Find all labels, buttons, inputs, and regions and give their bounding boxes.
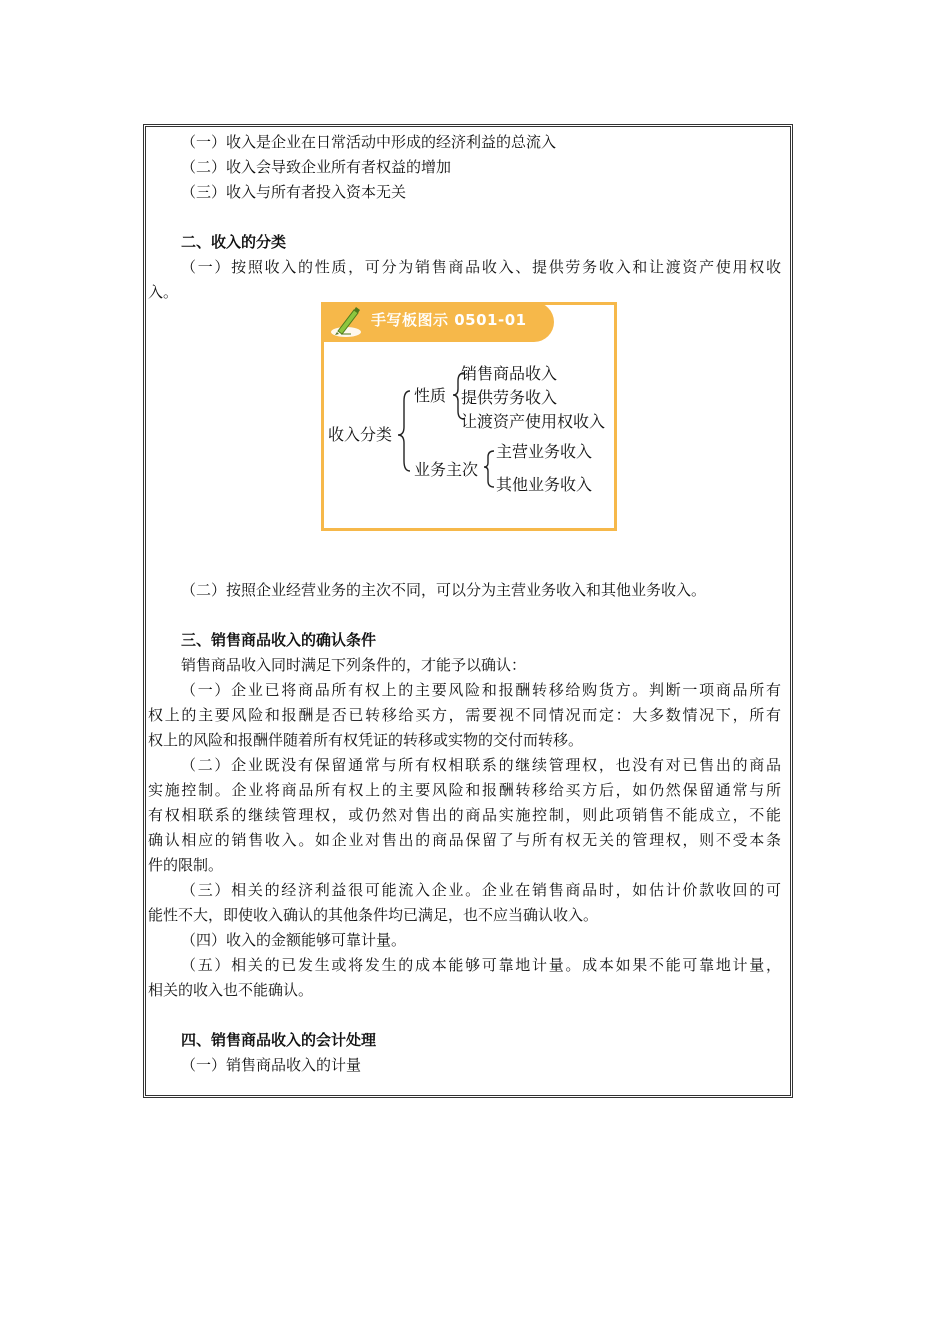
- paragraph: 有权相联系的继续管理权，或仍然对售出的商品实施控制，则此项销售不能成立，不能: [148, 806, 781, 824]
- diagram-root: 收入分类: [328, 425, 393, 444]
- diagram-branch: 性质: [414, 386, 447, 405]
- section-heading: 四、销售商品收入的会计处理: [181, 1031, 377, 1049]
- paragraph: 权上的风险和报酬伴随着所有权凭证的转移或实物的交付而转移。: [148, 731, 584, 749]
- diagram-leaf: 其他业务收入: [496, 475, 593, 494]
- paragraph: （一）收入是企业在日常活动中形成的经济利益的总流入: [181, 133, 557, 151]
- section-heading: 二、收入的分类: [181, 233, 287, 251]
- handwriting-diagram: [321, 302, 617, 531]
- paragraph: （三）收入与所有者投入资本无关: [181, 183, 407, 201]
- paragraph: （二）企业既没有保留通常与所有权相联系的继续管理权，也没有对已售出的商品: [181, 756, 781, 774]
- paragraph: 相关的收入也不能确认。: [148, 981, 314, 999]
- diagram-leaf: 销售商品收入: [461, 364, 558, 383]
- diagram-leaf: 提供劳务收入: [461, 388, 558, 407]
- paragraph: （四）收入的金额能够可靠计量。: [181, 931, 407, 949]
- paragraph: （一）企业已将商品所有权上的主要风险和报酬转移给购货方。判断一项商品所有: [181, 681, 781, 699]
- paragraph: （三）相关的经济利益很可能流入企业。企业在销售商品时，如估计价款收回的可: [181, 881, 781, 899]
- diagram-branch: 业务主次: [414, 460, 479, 479]
- diagram-title: 手写板图示 0501-01: [371, 311, 527, 329]
- paragraph: 权上的主要风险和报酬是否已转移给买方，需要视不同情况而定：大多数情况下，所有: [148, 706, 781, 724]
- paragraph: （一）按照收入的性质，可分为销售商品收入、提供劳务收入和让渡资产使用权收: [181, 258, 781, 276]
- paragraph: （二）按照企业经营业务的主次不同，可以分为主营业务收入和其他业务收入。: [181, 581, 707, 599]
- paragraph: （五）相关的已发生或将发生的成本能够可靠地计量。成本如果不能可靠地计量，: [181, 956, 781, 974]
- paragraph: 件的限制。: [148, 856, 224, 874]
- section-heading: 三、销售商品收入的确认条件: [181, 631, 377, 649]
- paragraph: 销售商品收入同时满足下列条件的，才能予以确认：: [181, 656, 527, 674]
- paragraph: 实施控制。企业将商品所有权上的主要风险和报酬转移给买方后，如仍然保留通常与所: [148, 781, 781, 799]
- diagram-leaf: 主营业务收入: [496, 442, 593, 461]
- paragraph: 能性不大，即使收入确认的其他条件均已满足，也不应当确认收入。: [148, 906, 599, 924]
- content-frame: [143, 124, 793, 1098]
- paragraph: （二）收入会导致企业所有者权益的增加: [181, 158, 452, 176]
- paragraph: 入。: [148, 283, 179, 301]
- diagram-leaf: 让渡资产使用权收入: [461, 412, 606, 431]
- paragraph: 确认相应的销售收入。如企业对售出的商品保留了与所有权无关的管理权，则不受本条: [148, 831, 781, 849]
- paragraph: （一）销售商品收入的计量: [181, 1056, 362, 1074]
